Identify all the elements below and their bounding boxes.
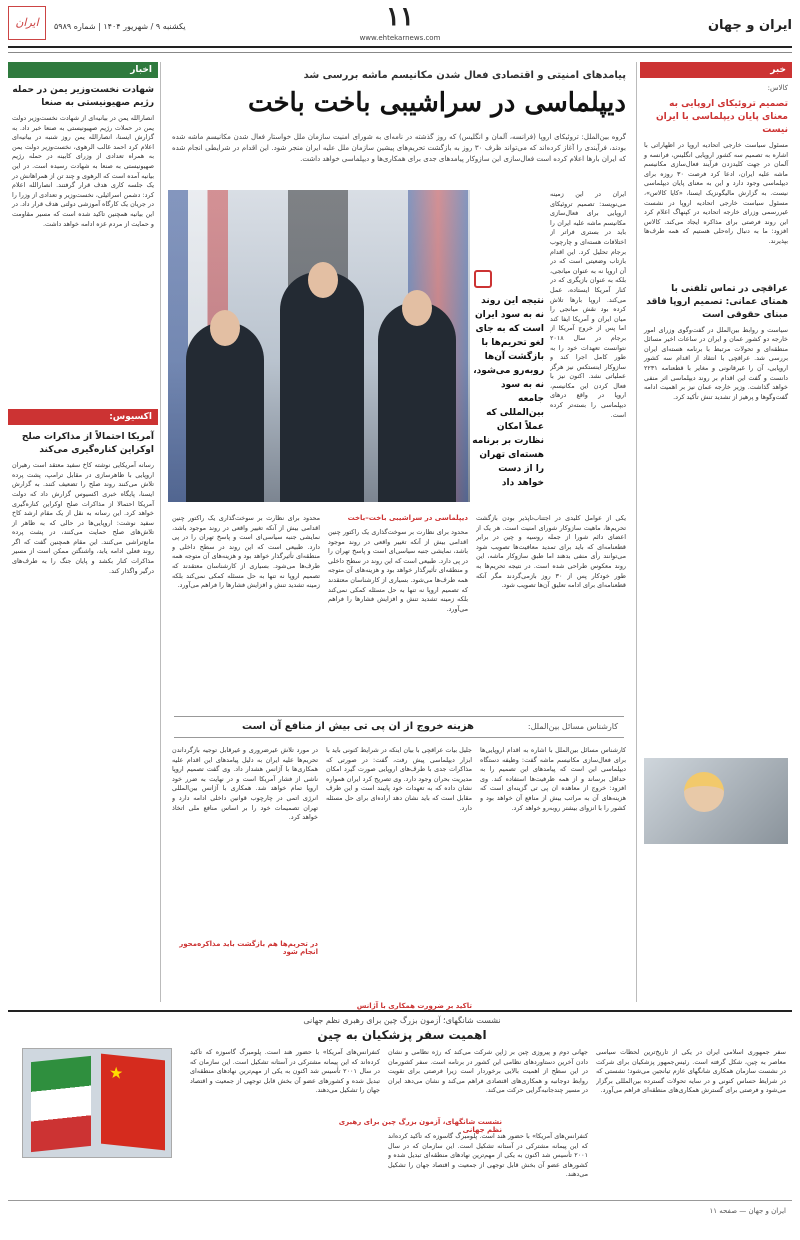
- bottom-article: [8, 1010, 792, 1196]
- photo-pullquote: نتیجه این روند نه به سود ایران است که به جای لغو تحریم‌ها با بازگشت آن‌ها روبه‌رو می‌شود، نه به سود جامعه بین‌المللی که عملاً امکان نظارت بر برنامه هسته‌ای تهران را از دست خواهد داد: [472, 296, 544, 488]
- bottom-headline[interactable]: اهمیت سفر پزشکیان به چین: [317, 1028, 487, 1042]
- news-body-kallas: مسئول سیاست خارجی اتحادیه اروپا در اظهاراتی با اشاره به تصمیم سه کشور اروپایی انگلیس، فرانسه و آلمان در جهت کلیدزدن فرآیند فعال‌سازی مکانیسم ماشه علیه ایران، ادعا کرد فرصت ۳۰ روزه برای دیپلماسی وجود دارد و این به معنای پایان دیپلماسی نیست. به گزارش مالیگونزیک ایسنا، «کایا کالاس»، مسئول سیاست خارجی اتحادیه اروپا در نشست غیررسمی وزرای خارجه اتحادیه در کپنهاگ اعلام کرد این روند فرصتی برای مذاکره ایجاد می‌کند. کالاس افزود: ما به دنبال راه‌حلی هستیم که همه طرف‌ها بپذیرند.: [644, 141, 788, 245]
- bottom-column-3: کنفرانس‌های آمریکا» با حضور هند است. پلومبرگ گاسوزه که تأکید کرده‌اند که این پیمانه مشترکی در آستانه تشکیل است. این سازمان که در سال ۲۰۰۱ تأسیس شد اکنون به یکی از مهم‌ترین نهادهای منطقه‌ای تبدیل شده و کشورهای عضو آن بخش قابل توجهی از جمعیت و اقتصاد جهان را تشکیل می‌دهند.: [190, 1048, 380, 1095]
- article-column-2b: محدود برای نظارت بر سوخت‌گذاری یک راکتور چنین اقدامی بیش از آنکه تغییر واقعی در روند موجود باشد، نمایشی جنبه سیاسی‌ای است و پاسخ تهران را در پی دارد. طبیعی است که این روند در سطح داخلی و منطقه‌ای تأثیرگذار خواهد بود و هزینه‌های آن متوجه همه طرف‌ها می‌شود. بسیاری از کارشناسان معتقدند که تصمیم اروپا نه تنها به حل مسئله کمکی نمی‌کند بلکه زمینه تشدید تنش و افزایش فشارها را فراهم می‌آورد.: [328, 528, 468, 613]
- person-right-head: [402, 290, 432, 326]
- person-center: [280, 272, 364, 502]
- leaders-photo: [168, 190, 470, 502]
- news-label: اخبار: [8, 62, 158, 78]
- person-left: [186, 322, 264, 502]
- axios-label: اکسیوس:: [8, 409, 158, 425]
- sub-article-subhead-2: تاکید بر ضرورت همکاری با آژانس: [356, 1002, 472, 1010]
- article-column-1: ایران در این زمینه می‌نویسد: تصمیم تروئیکای اروپایی برای فعال‌سازی مکانیسم ماشه علیه ایران را باید در بستری فراتر از اختلافات هسته‌ای و چارچوب برجام تحلیل کرد. این اقدام بازتاب وضعیتی است که در آن اروپا نه به عنوان میانجی، بلکه به عنوان بازیگری که در کنار آمریکا ایستاده، عمل می‌کند. اروپا بارها تلاش کرده بود نقش میانجی را میان ایران و آمریکا ایفا کند اما پس از خروج آمریکا از برجام در سال ۲۰۱۸ نتوانست تعهدات خود را به طور کامل اجرا کند و سازوکار اینستکس نیز هرگز عملیاتی نشد. اکنون نیز با فعال کردن این مکانیسم، اروپا در واقع درهای دیپلماسی را بسته‌تر کرده است.: [550, 190, 626, 419]
- issue-dateline: یکشنبه ۹ / شهریور ۱۴۰۴ | شماره ۵۹۸۹: [54, 22, 186, 31]
- person-right: [378, 302, 456, 502]
- sub-article-byline: کارشناس مسائل بین‌الملل:: [527, 722, 618, 731]
- header-rule-thin: [8, 52, 792, 53]
- header-rule: [8, 46, 792, 48]
- person-center-head: [308, 262, 338, 298]
- bottom-column-2b: کنفرانس‌های آمریکا» با حضور هند است. پلومبرگ گاسوزه که تأکید کرده‌اند که این پیمانه مشترکی در آستانه تشکیل است. این سازمان که در سال ۲۰۰۱ تأسیس شد اکنون به یکی از مهم‌ترین نهادهای منطقه‌ای تبدیل شده و کشورهای عضو آن بخش قابل توجهی از جمعیت و اقتصاد جهان را تشکیل می‌دهند.: [388, 1132, 588, 1179]
- star-icon: ★: [109, 1062, 124, 1083]
- bottom-subhead: نشست شانگهای، آزمون بزرگ چین برای رهبری نظم جهانی: [338, 1118, 502, 1134]
- news-source-kallas: کالاس:: [767, 84, 788, 92]
- page-number: ۱۱: [386, 2, 414, 32]
- news-headline-araghchi[interactable]: عراقچی در تماس تلفنی با همتای عمانی: تصمیم اروپا فاقد مبنای حقوقی است: [646, 283, 788, 320]
- column-divider: [160, 62, 161, 1002]
- website-url[interactable]: www.ehtekarnews.com: [359, 34, 441, 42]
- masthead: [0, 0, 800, 44]
- bottom-column-2: جهانی دوم و پیروزی چین بر ژاپن شرکت می‌کند که رژه نظامی و نشان دادن آخرین دستاوردهای نظامی این کشور در برنامه است. سفر کشورمان در این سطح از اهمیت بالایی برخوردار است زیرا فرصتی برای تقویت روابط دوجانبه و همکاری‌های اقتصادی فراهم می‌کند و نشان می‌دهد ایران در مسیر چندجانبه‌گرایی حرکت می‌کند.: [388, 1048, 588, 1095]
- sub-article-subhead-3: در تحریم‌ها هم بازگشت باید مذاکره‌محور انجام شود: [179, 940, 318, 956]
- news-headline-yemen[interactable]: شهادت نخست‌وزیر یمن در حمله رژیم صهیونیستی به صنعا: [12, 85, 154, 108]
- news-body-araghchi: سیاست و روابط بین‌الملل در گفت‌وگوی وزرای امور خارجه دو کشور عمان و ایران در ساعات اخیر مسائل منطقه‌ای و تحولات مرتبط با برنامه هسته‌ای ایران بررسی شد. عراقچی با انتقاد از اقدام سه کشور اروپایی، آن را غیرقانونی و مغایر با قطعنامه ۲۲۳۱ دانست و گفت این اقدام بر روند دیپلماسی اثر منفی خواهد گذاشت. وزیر خارجه عمان نیز بر اهمیت ادامه گفت‌وگوها و پرهیز از تشدید تنش تأکید کرد.: [644, 325, 788, 401]
- article-column-3: محدود برای نظارت بر سوخت‌گذاری یک راکتور چنین اقدامی بیش از آنکه تغییر واقعی در روند موجود باشد، نمایشی جنبه سیاسی‌ای است و پاسخ تهران را در پی دارد. طبیعی است که این روند در سطح داخلی و منطقه‌ای تأثیرگذار خواهد بود و هزینه‌های آن متوجه همه طرف‌ها می‌شود. بسیاری از کارشناسان معتقدند که تصمیم اروپا نه تنها به حل مسئله کمکی نمی‌کند بلکه زمینه تشدید تنش و افزایش فشارها را فراهم می‌آورد.: [172, 514, 320, 590]
- news-headline-kallas[interactable]: تصمیم تروئیکای اروپایی به معنای پایان دیپلماسی با ایران نیست: [656, 99, 788, 135]
- newspaper-logo: ایران: [8, 6, 46, 40]
- article-column-2: یکی از عوامل کلیدی در اجتناب‌ناپذیر بودن بازگشت تحریم‌ها، ماهیت سازوکار شورای امنیت است. هر یک از اعضای دائم شورا از جمله روسیه و چین در برابر قطعنامه‌ای که باید برای تمدید معافیت‌ها تصویب شود می‌توانند رأی منفی بدهند اما طبق سازوکار ماشه، این روند معکوس طراحی شده است. در نتیجه تحریم‌ها به طور خودکار پس از ۳۰ روز بازمی‌گردند مگر آنکه قطعنامه‌ای برای ادامه تعلیق آن‌ها تصویب شود.: [476, 514, 626, 590]
- person-left-head: [210, 310, 240, 346]
- iran-flag: [31, 1056, 91, 1152]
- quote-mark-icon: [474, 270, 492, 288]
- iran-china-flags-image: [22, 1048, 172, 1158]
- bottom-column-1: سفر جمهوری اسلامی ایران در یکی از تاریخ‌ترین لحظات سیاسی معاصر به چین، شکل گرفته است. رئیس‌جمهور پزشکیان برای شرکت در نشست سازمان همکاری شانگهای عازم تیانجین می‌شود؛ نشستی که در شرایط حساس کنونی و در سایه تحولات گسترده بین‌المللی برگزار می‌شود و فرصتی برای گسترش همکاری‌های منطقه‌ای فراهم می‌آورد.: [596, 1048, 786, 1095]
- china-flag: [101, 1054, 165, 1151]
- article-headline[interactable]: دیپلماسی در سراشیبی باخت باخت: [247, 88, 626, 118]
- article-kicker: پیامدهای امنیتی و اقتصادی فعال شدن مکانیسم ماشه بررسی شد: [303, 70, 626, 81]
- news-body-yemen: انصارالله یمن در بیانیه‌ای از شهادت نخست‌وزیر دولت یمن در حملات رژیم صهیونیستی به صنعا خبر داد. به گزارش ایسنا، انصارالله یمن روز شنبه در بیانیه‌ای اعلام کرد احمد غالب الرهوی، نخست‌وزیر دولت یمن به همراه تعدادی از وزرای کابینه در حمله رژیم صهیونیستی به صنعا به شهادت رسیده است. در این بیانیه آمده است که الرهوی و چند تن از همراهانش در یک جلسه کاری هدف قرار گرفتند. انصارالله اعلام کرد: دشمن اسرائیلی، نخست‌وزیر و تعدادی از وزرا را در جریان یک کارگاه آموزشی دولتی هدف قرار داد. در این بیانیه همچنین تاکید شده است که مسیر مقاومت و حمایت از مردم غزه ادامه خواهد داشت.: [12, 114, 154, 228]
- section-title: ایران و جهان: [707, 18, 792, 33]
- bottom-kicker: نشست شانگهای؛ آزمون بزرگ چین برای رهبری نظم جهانی: [303, 1016, 501, 1025]
- article-subhead-1: دیپلماسی در سراشیبی باخت–باخت: [347, 514, 468, 522]
- sub-article-header: [174, 716, 624, 738]
- sub-article-column-2: جلیل بیات عراقچی با بیان اینکه در شرایط کنونی باید با ابزار دیپلماسی پیش رفت، گفت: در صورتی که مذاکرات جدی با طرف‌های اروپایی صورت گیرد امکان مدیریت بحران وجود دارد. وی تصریح کرد ایران همواره نشان داده که به تعهدات خود پایبند است و این طرف مقابل است که باید نشان دهد اراده‌ای برای حل مسئله دارد.: [326, 746, 472, 812]
- news-thumbnail: [644, 758, 788, 844]
- article-lead: گروه بین‌الملل: تروئیکای اروپا (فرانسه، آلمان و انگلیس) که روز گذشته در نامه‌ای به شورای امنیت سازمان ملل خواستار فعال شدن مکانیسم ماشه شده بودند، فرآیندی را آغاز کرده‌اند که می‌تواند ظرف ۳۰ روز به بازگشت تحریم‌های پیشین سازمان ملل علیه ایران منجر شود. این اقدام در شرایطی انجام شده که ایران بارها اعلام کرده است فعال‌سازی این سازوکار پیامدهای جدی برای همکاری‌ها و دیپلماسی خواهد داشت.: [172, 133, 626, 163]
- sub-article-column-3: در مورد تلاش غیرضروری و غیرقابل توجیه بازگرداندن تحریم‌ها علیه ایران به دلیل پیامدهای این اقدام علیه همکاری‌ها با آژانس هشدار داد. وی گفت تصمیم اروپا ناشی از فشار آمریکا است و در نهایت به ضرر خود اروپا تمام خواهد شد. همکاری با آژانس بین‌المللی انرژی اتمی در چارچوب قوانین داخلی ادامه دارد و تهران تصمیمات خود را بر اساس منافع ملی اتخاذ خواهد کرد.: [172, 746, 318, 822]
- news-headline-ukraine[interactable]: آمریکا احتمالاً از مذاکرات صلح اوکراین کناره‌گیری می‌کند: [21, 432, 154, 456]
- sub-article-column-1: کارشناس مسائل بین‌الملل با اشاره به اقدام اروپایی‌ها برای فعال‌سازی مکانیسم ماشه گفت: وظیفه دستگاه دیپلماسی این است که پیامدهای این تصمیم را به حداقل برساند و از همه ظرفیت‌ها استفاده کند. وی افزود: خروج از معاهده ان پی تی گزینه‌ای است که هزینه‌های آن به مراتب بیش از منافع آن خواهد بود و کشور را با انزوای بیشتر روبه‌رو خواهد کرد.: [480, 746, 626, 812]
- news-label-right: خبر: [640, 62, 792, 78]
- thumbnail-person: [684, 772, 724, 812]
- news-body-ukraine: رسانه آمریکایی نوشته کاخ سفید معتقد است رهبران اروپایی با ظاهرسازی در مقابل ترامپ، پشت پرده تلاش می‌کنند روند صلح را تضعیف کنند. به گزارش ایسنا، پایگاه خبری اکسیوس گزارش داد که دولت آمریکا احتمالا از مذاکرات صلح اوکراین کناره‌گیری خواهد کرد. این رسانه به نقل از یک مقام ارشد کاخ سفید نوشت: اروپایی‌ها در حالی که به ظاهر از تلاش‌های صلح حمایت می‌کنند، در پشت پرده مانع‌تراشی می‌کنند. این مقام همچنین گفت که اگر روند فعلی ادامه یابد، واشنگتن ممکن است از مسیر مذاکرات کنار بکشد و پایان جنگ را به طرف‌های درگیر واگذار کند.: [12, 461, 154, 575]
- column-divider-right: [636, 62, 637, 1002]
- sub-article-title[interactable]: هزینه خروج از ان پی تی بیش از منافع آن است: [242, 721, 474, 732]
- page-footer: [8, 1200, 792, 1232]
- footer-note: ایران و جهان — صفحه ۱۱: [709, 1207, 786, 1215]
